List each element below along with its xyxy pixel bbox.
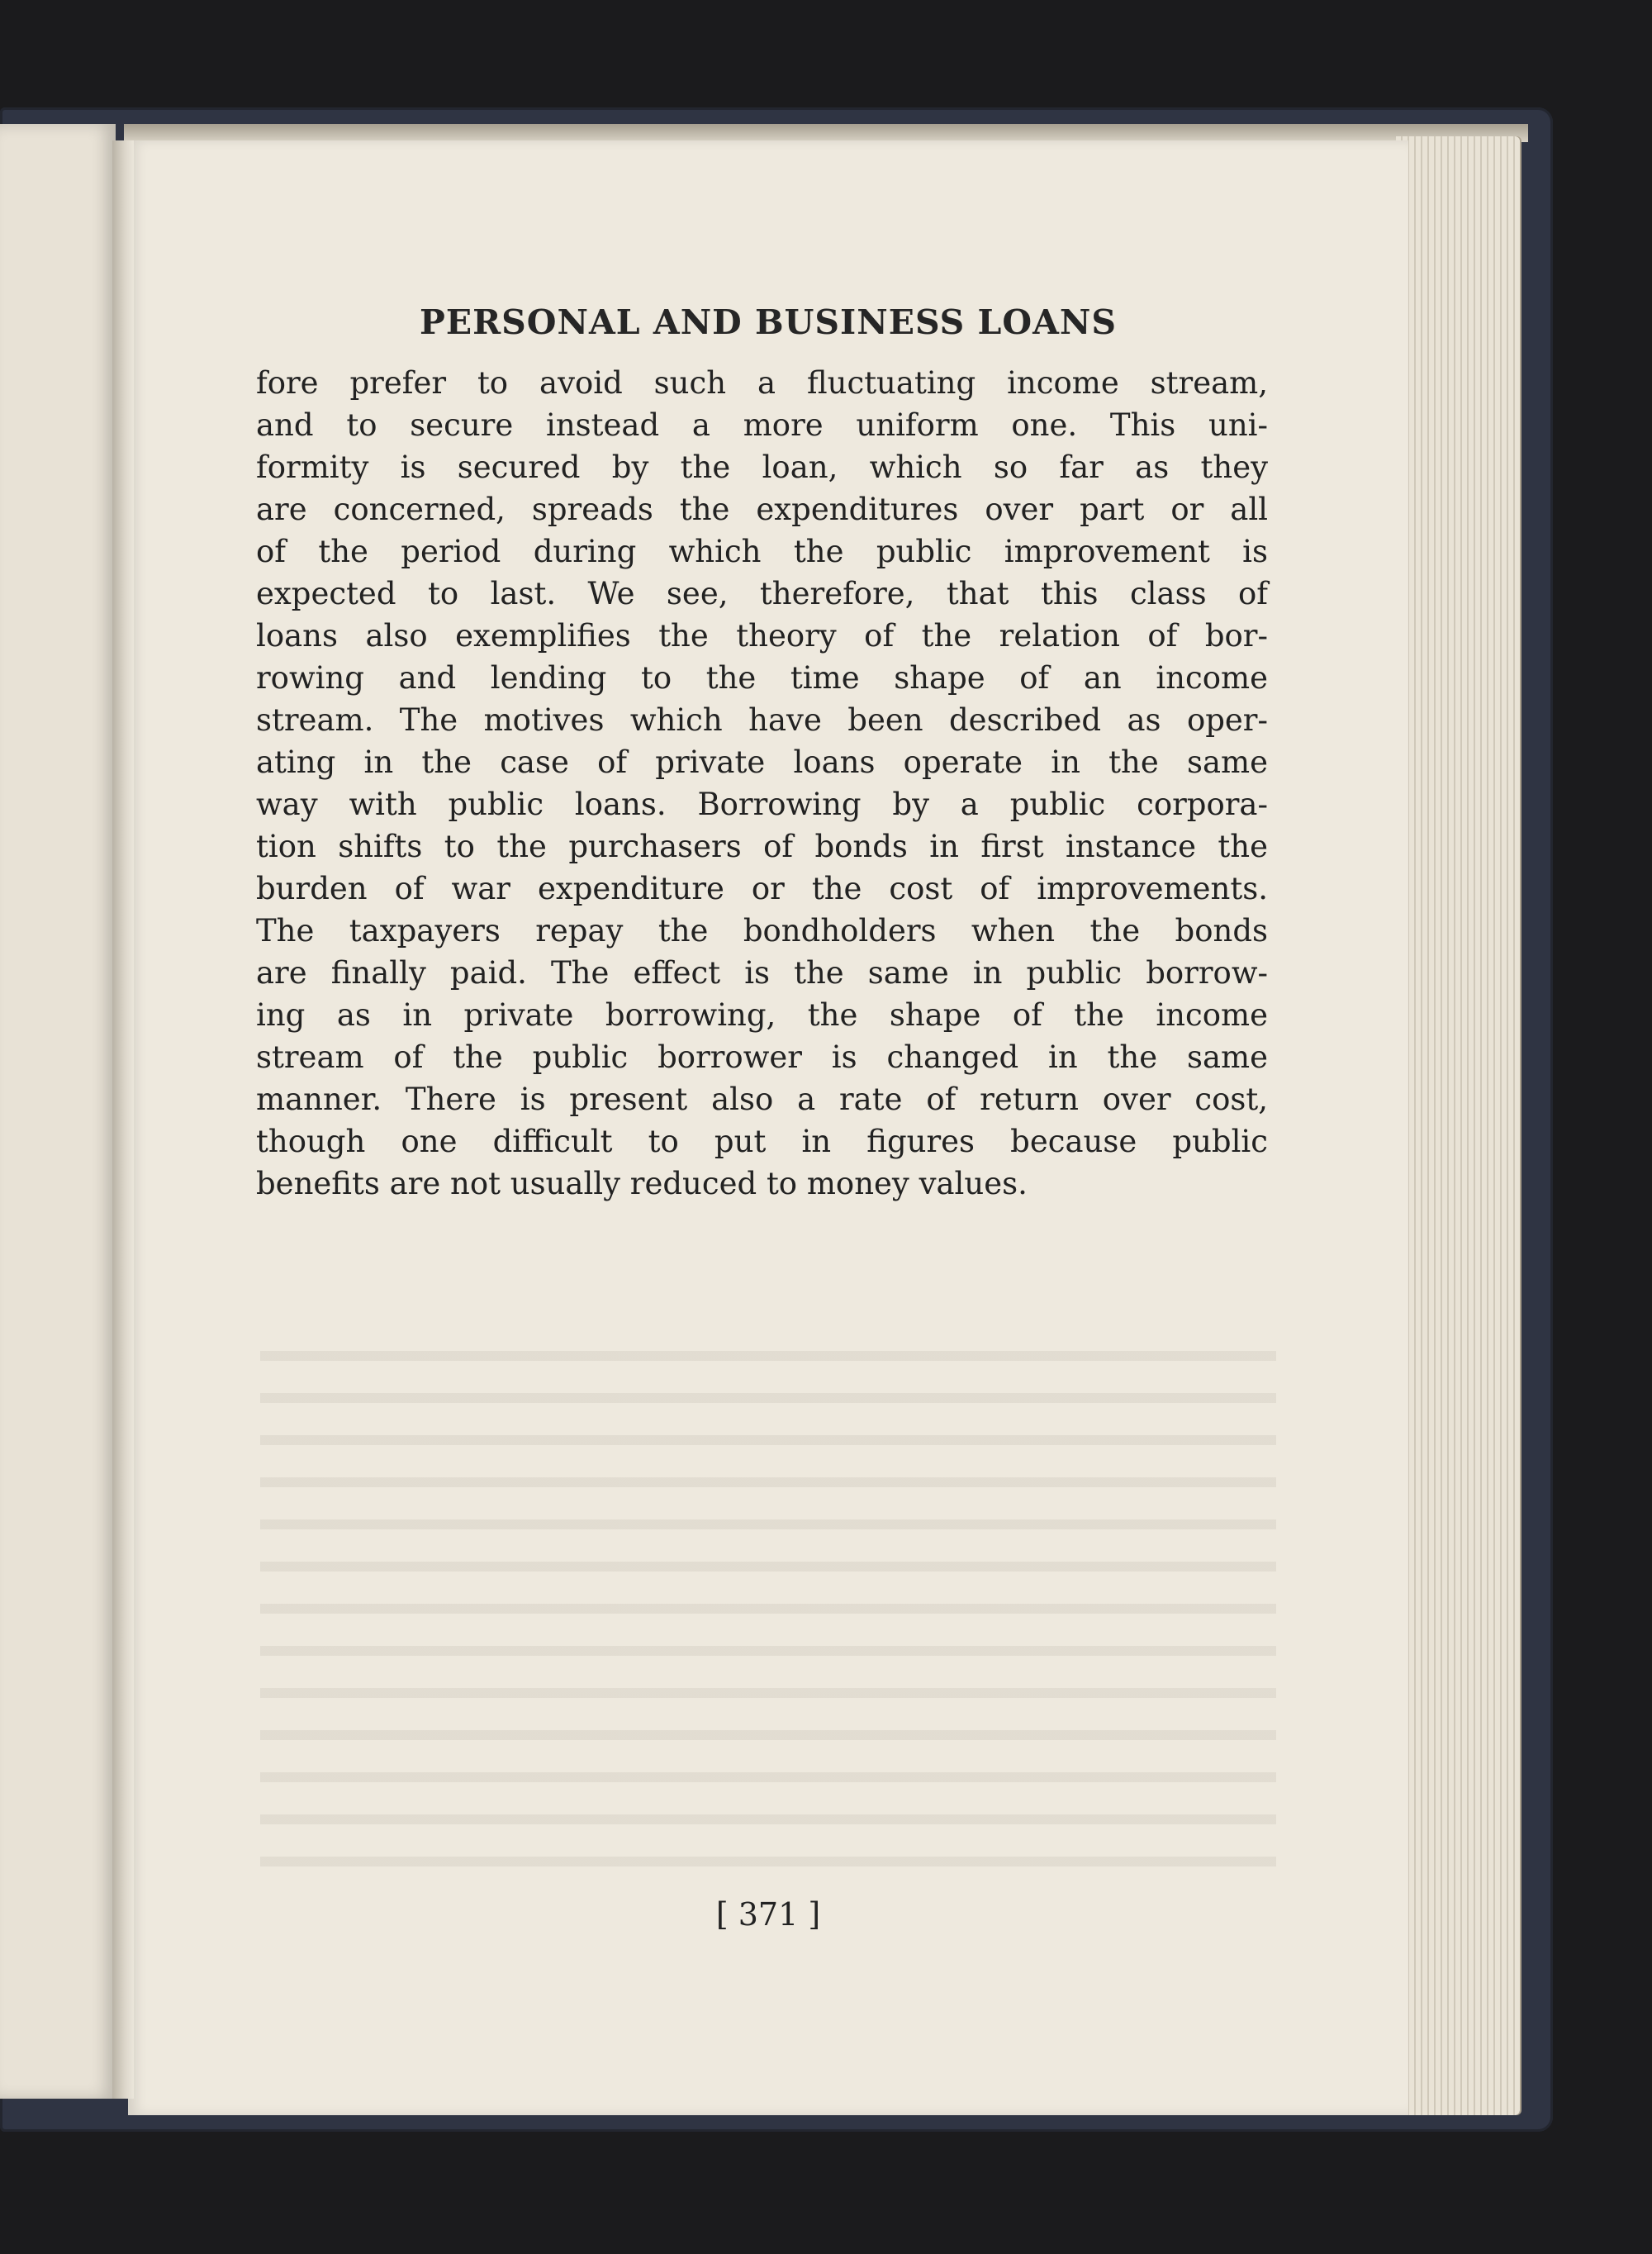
text-line: rowing and lending to the time shape of an income <box>256 660 1268 696</box>
page-number: [ 371 ] <box>715 1896 821 1933</box>
text-line: manner. There is present also a rate of return over cost, <box>256 1082 1268 1117</box>
body-text <box>256 362 1268 1205</box>
text-line: stream of the public borrower is changed in the same <box>256 1039 1268 1075</box>
right-page <box>128 140 1408 2115</box>
left-page <box>0 124 116 2099</box>
gutter-shadow <box>112 140 134 2099</box>
text-line: and to secure instead a more uniform one. This uni- <box>256 407 1268 443</box>
page-top-edge <box>124 124 1528 142</box>
text-line: ating in the case of private loans operate in the same <box>256 744 1268 780</box>
text-line: ing as in private borrowing, the shape of the income <box>256 997 1268 1033</box>
text-line: are finally paid. The effect is the same in public borrow- <box>256 955 1268 991</box>
page-edges <box>1396 136 1520 2115</box>
text-line: of the period during which the public improvement is <box>256 534 1268 569</box>
running-head: PERSONAL AND BUSINESS LOANS <box>420 302 1117 342</box>
text-line: benefits are not usually reduced to money values. <box>256 1166 1028 1201</box>
text-line: burden of war expenditure or the cost of improvements. <box>256 871 1268 906</box>
text-line: formity is secured by the loan, which so far as they <box>256 449 1268 485</box>
text-line: though one difficult to put in figures because public <box>256 1124 1268 1159</box>
text-line: The taxpayers repay the bondholders when the bonds <box>256 913 1268 949</box>
text-line: expected to last. We see, therefore, that this class of <box>256 576 1268 611</box>
reverse-side-show-through <box>260 1326 1276 1896</box>
text-line: stream. The motives which have been described as oper- <box>256 702 1268 738</box>
text-line: tion shifts to the purchasers of bonds in first instance the <box>256 829 1268 864</box>
text-line: fore prefer to avoid such a fluctuating income stream, <box>256 365 1268 401</box>
text-line: loans also exemplifies the theory of the relation of bor- <box>256 618 1268 654</box>
text-line: are concerned, spreads the expenditures over part or all <box>256 492 1268 527</box>
text-line: way with public loans. Borrowing by a public corpora- <box>256 787 1268 822</box>
